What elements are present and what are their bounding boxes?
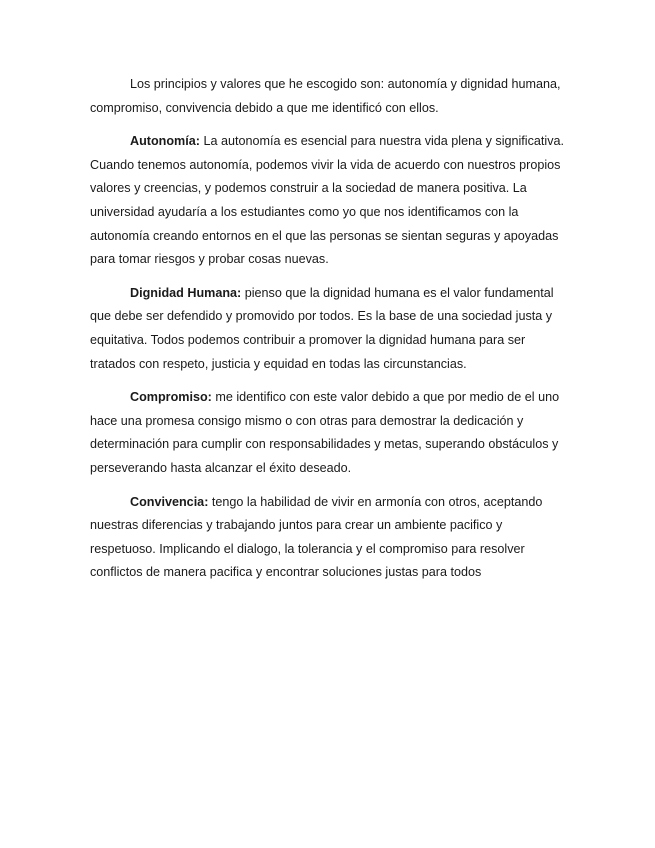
intro-text: Los principios y valores que he escogido son: autonomía y dignidad humana, compromiso, convivencia debido a que me identificó con ellos. bbox=[90, 77, 561, 115]
paragraph-convivencia bbox=[90, 491, 566, 585]
paragraph-compromiso bbox=[90, 386, 566, 480]
text-compromiso: me identifico con este valor debido a que por medio de el uno hace una promesa consigo mismo o con otras para demostrar la dedicación y determinación para cumplir con responsabilidades y metas, superando obstáculos y perseverando hasta alcanzar el éxito deseado. bbox=[90, 390, 560, 475]
term-autonomia: Autonomía: bbox=[130, 134, 200, 149]
text-dignidad-humana: pienso que la dignidad humana es el valor fundamental que debe ser defendido y promovido por todos. Es la base de una sociedad justa y equitativa. Todos podemos contribuir a promover la dignidad humana para ser tratados con respeto, justicia y equidad en todas las circunstancias. bbox=[90, 285, 554, 371]
paragraph-dignidad-humana bbox=[90, 282, 566, 376]
text-autonomia: La autonomía es esencial para nuestra vida plena y significativa. Cuando tenemos autonomía, podemos vivir la vida de acuerdo con nuestros propios valores y creencias, y podemos construir a la sociedad de manera positiva. La universidad ayudaría a los estudiantes como yo que nos identificamos con la autonomía creando entornos en el que las personas se sientan seguras y apoyadas para tomar riesgos y probar cosas nuevas. bbox=[90, 134, 565, 267]
document-body bbox=[90, 73, 566, 595]
term-dignidad-humana: Dignidad Humana: bbox=[130, 285, 242, 300]
term-compromiso: Compromiso: bbox=[130, 390, 212, 405]
text-convivencia: tengo la habilidad de vivir en armonía con otros, aceptando nuestras diferencias y trabajando juntos para crear un ambiente pacifico y respetuoso. Implicando el dialogo, la tolerancia y el compromiso para resolver conflictos de manera pacifica y encontrar soluciones justas para todos bbox=[90, 494, 543, 580]
term-convivencia: Convivencia: bbox=[130, 494, 209, 509]
paragraph-autonomia bbox=[90, 130, 566, 272]
intro-paragraph bbox=[90, 73, 566, 120]
